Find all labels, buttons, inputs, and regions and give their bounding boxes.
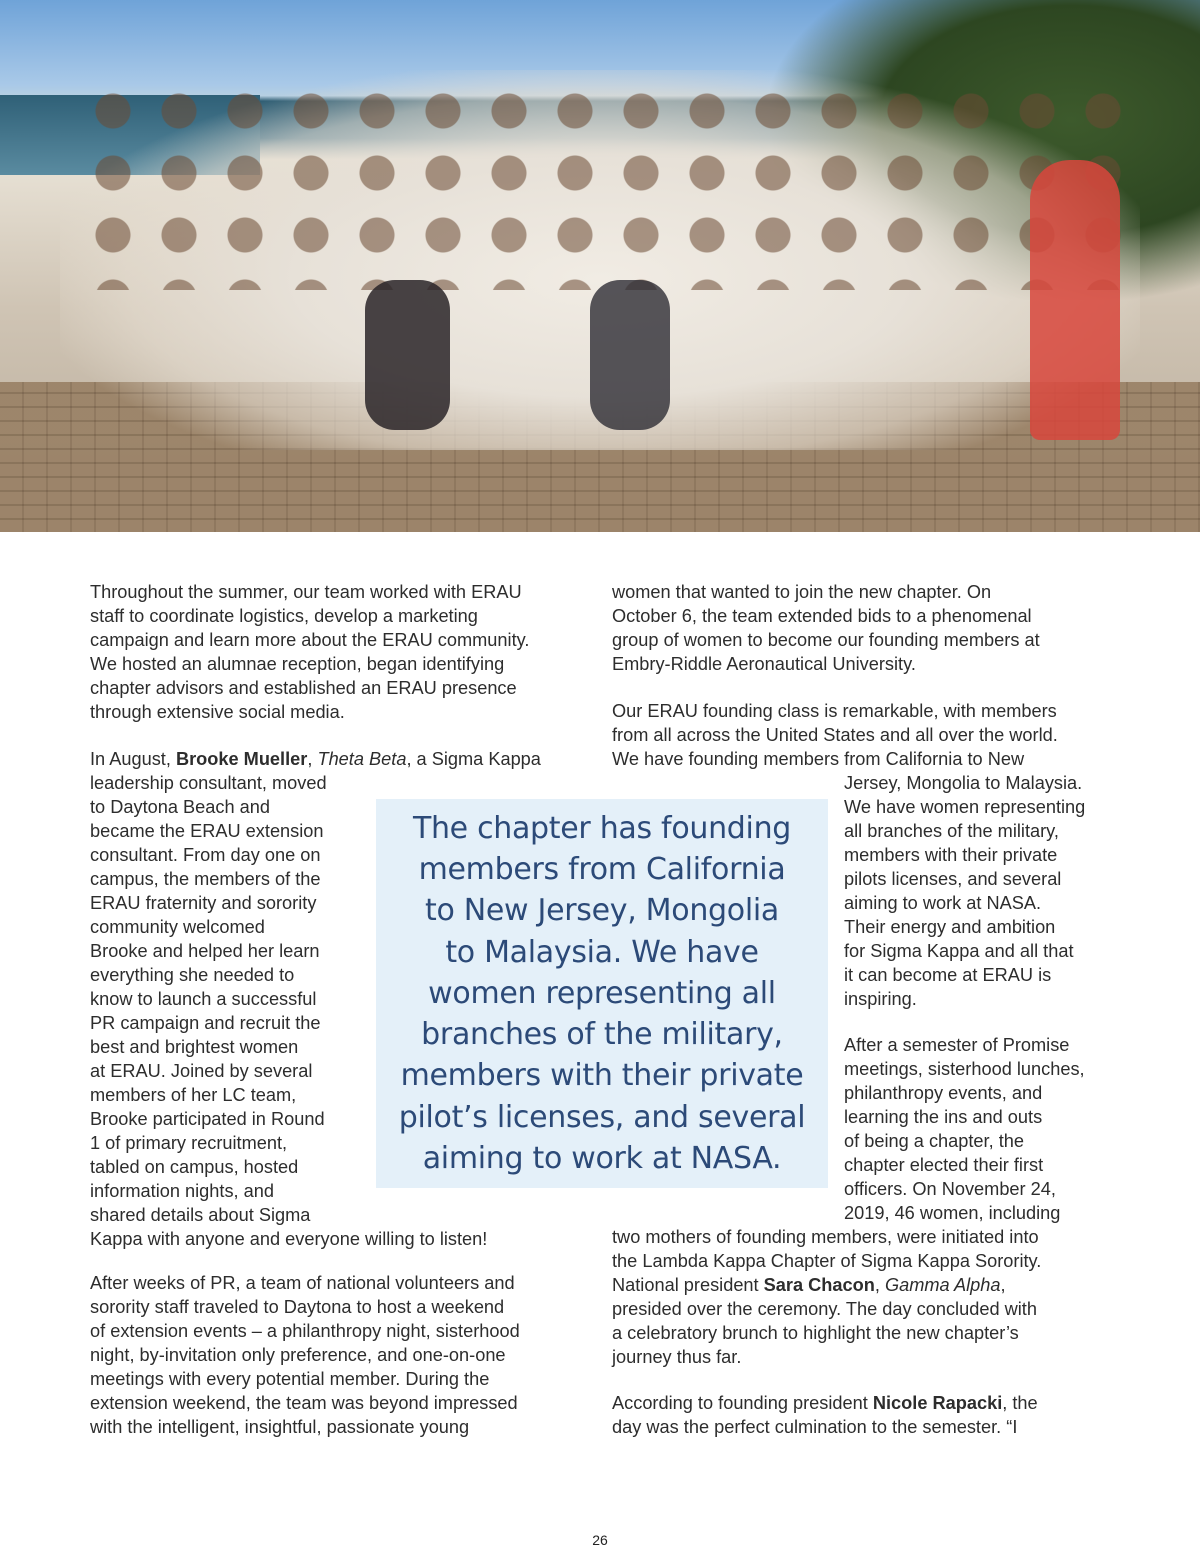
page-number: 26 (592, 1532, 608, 1548)
group-heads (80, 80, 1140, 290)
right-paragraph-2: Our ERAU founding class is remarkable, with members from all across the United States and all over the world. We have founding members from California to New (612, 701, 1058, 769)
pull-quote (376, 799, 828, 1188)
group-photo (0, 0, 1200, 532)
right-paragraph-4: According to founding president Nicole Rapacki, the day was the perfect culmination to the semester. “I (612, 1393, 1038, 1437)
navy-dress-figure (590, 280, 670, 430)
founding-president-name: Nicole Rapacki (872, 1393, 1003, 1413)
red-dress-figure (1030, 160, 1120, 440)
president-name: Sara Chacon (763, 1275, 875, 1295)
left-paragraph-1: Throughout the summer, our team worked with ERAU staff to coordinate logistics, develop a marketing campaign and learn more about the ERAU community. We hosted an alumnae reception, began identifying chapter advisors and established an ERAU presence through extensive social media. (90, 582, 530, 722)
right-paragraph-2-wrap: Jersey, Mongolia to Malaysia. We have women representing all branches of the military, members with their private pilots licenses, and several aiming to work at NASA. Their energy and ambition for Sigma Kappa and all that it can become at ERAU is inspiring. (844, 773, 1086, 1009)
black-outfit-figure (365, 280, 450, 430)
left-paragraph-2: In August, Brooke Mueller, Theta Beta, a Sigma Kappa leadership consultant, moved to Daytona Beach and became the ERAU extension consultant. From day one on campus, the members of the ERAU fraternity and sorority community welcomed Brooke and helped her learn everything she needed to know to launch a successful PR campaign and recruit the best and brightest women at ERAU. Joined by several members of her LC team, Brooke participated in Round 1 of primary recruitment, tabled on campus, hosted information nights, and shared details about Sigma Kappa with anyone and everyone willing to listen! (90, 749, 541, 1249)
left-paragraph-3: After weeks of PR, a team of national volunteers and sorority staff traveled to Daytona to host a weekend of extension events – a philanthropy night, sisterhood night, by-invitation only preference, and one-on-one meetings with every potential member. During the extension weekend, the team was beyond impressed with the intelligent, insightful, passionate young (90, 1273, 520, 1437)
right-paragraph-3: two mothers of founding members, were initiated into the Lambda Kappa Chapter of Sigma Kappa Sorority. National president Sara Chacon, Gamma Alpha, presided over the ceremony. The day concluded with a celebratory brunch to highlight the new chapter’s journey thus far. (612, 1227, 1042, 1367)
consultant-name: Brooke Mueller (175, 749, 308, 769)
right-paragraph-3-wrap: After a semester of Promise meetings, sisterhood lunches, philanthropy events, and learning the ins and outs of being a chapter, the chapter elected their first officers. On November 24, 2019, 46 women, including (844, 1035, 1085, 1223)
right-paragraph-1: women that wanted to join the new chapter. On October 6, the team extended bids to a phenomenal group of women to become our founding members at Embry-Riddle Aeronautical University. (612, 582, 1040, 674)
pull-quote-text: The chapter has founding members from California to New Jersey, Mongolia to Malaysia. We have women representing all branches of the military, members with their private pilot’s licenses, and several aiming to work at NASA. (398, 811, 806, 1176)
